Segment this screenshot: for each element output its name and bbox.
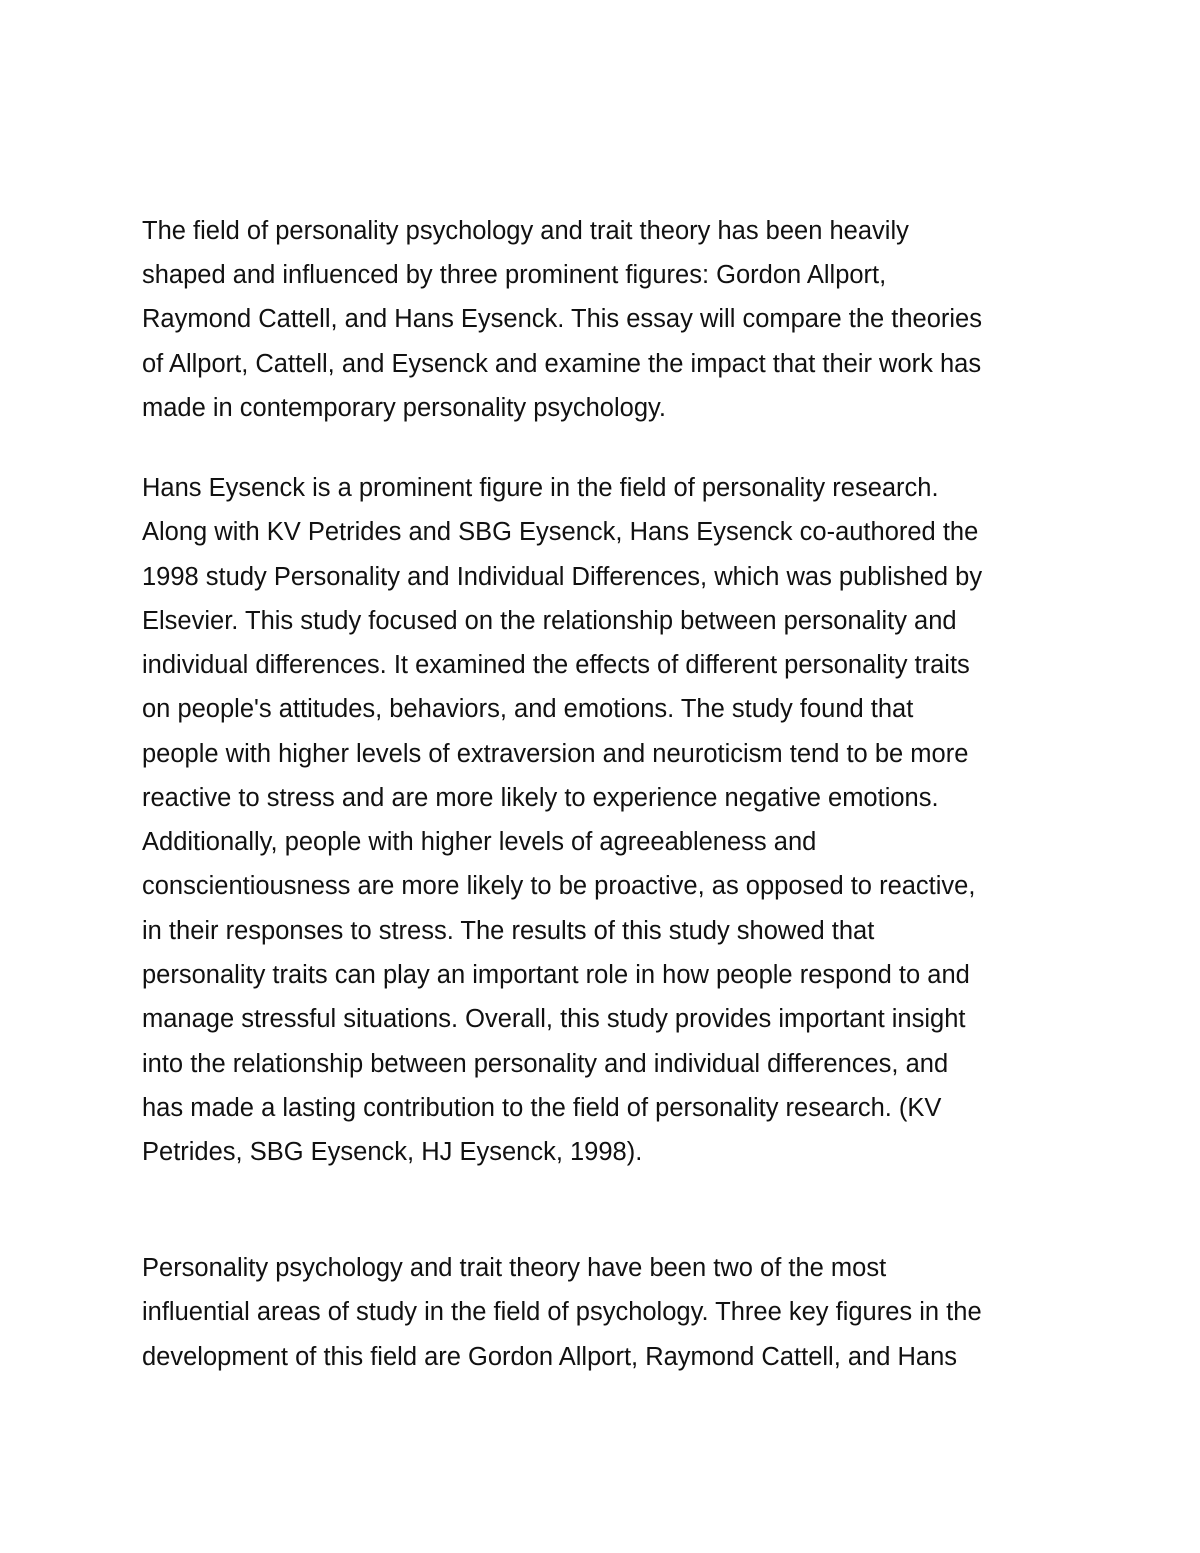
paragraph-1-line-5: made in contemporary personality psychology.	[142, 394, 666, 422]
paragraph-2-line-13: manage stressful situations. Overall, this study provides important insight	[142, 1005, 966, 1033]
paragraph-1-line-3: Raymond Cattell, and Hans Eysenck. This essay will compare the theories	[142, 305, 982, 333]
paragraph-3-line-3: development of this field are Gordon Allport, Raymond Cattell, and Hans	[142, 1343, 958, 1371]
paragraph-2-line-12: personality traits can play an important role in how people respond to and	[142, 961, 970, 989]
paragraph-2-line-5: individual differences. It examined the effects of different personality traits	[142, 651, 970, 679]
paragraph-3-line-2: influential areas of study in the field of psychology. Three key figures in the	[142, 1298, 982, 1326]
paragraph-2-line-10: conscientiousness are more likely to be proactive, as opposed to reactive,	[142, 872, 976, 900]
paragraph-2-line-2: Along with KV Petrides and SBG Eysenck, Hans Eysenck co-authored the	[142, 518, 979, 546]
paragraph-1-line-1: The field of personality psychology and trait theory has been heavily	[142, 217, 909, 245]
paragraph-2-line-15: has made a lasting contribution to the field of personality research. (KV	[142, 1094, 942, 1122]
paragraph-2-line-1: Hans Eysenck is a prominent figure in the field of personality research.	[142, 474, 939, 502]
paragraph-2-line-3: 1998 study Personality and Individual Differences, which was published by	[142, 563, 983, 591]
paragraph-2-line-16: Petrides, SBG Eysenck, HJ Eysenck, 1998).	[142, 1138, 643, 1166]
paragraph-2-line-7: people with higher levels of extraversion and neuroticism tend to be more	[142, 740, 969, 768]
paragraph-3-line-1: Personality psychology and trait theory have been two of the most	[142, 1254, 887, 1282]
paragraph-2-line-14: into the relationship between personality and individual differences, and	[142, 1050, 949, 1078]
paragraph-1-line-4: of Allport, Cattell, and Eysenck and examine the impact that their work has	[142, 350, 982, 378]
paragraph-2-line-4: Elsevier. This study focused on the relationship between personality and	[142, 607, 957, 635]
paragraph-2-line-9: Additionally, people with higher levels of agreeableness and	[142, 828, 817, 856]
paragraph-2-line-8: reactive to stress and are more likely to experience negative emotions.	[142, 784, 939, 812]
paragraph-2-line-11: in their responses to stress. The results of this study showed that	[142, 917, 875, 945]
paragraph-1-line-2: shaped and influenced by three prominent figures: Gordon Allport,	[142, 261, 887, 289]
paragraph-2-line-6: on people's attitudes, behaviors, and emotions. The study found that	[142, 695, 914, 723]
